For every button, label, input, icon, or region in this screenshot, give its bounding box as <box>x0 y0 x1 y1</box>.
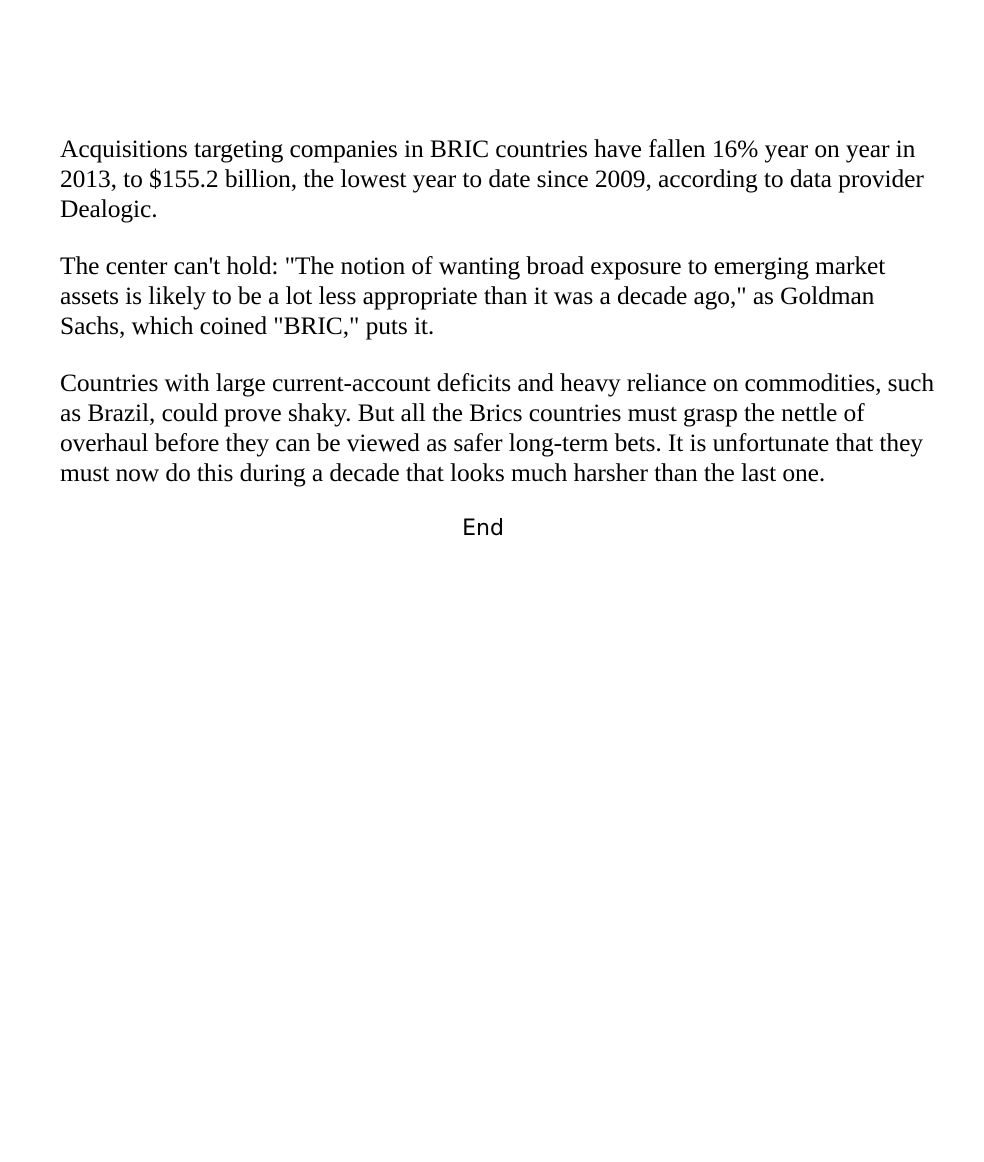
paragraph-center-cant-hold: The center can't hold: "The notion of wanting broad exposure to emerging market assets is likely to be a lot less appropriate than it was a decade ago," as Goldman Sachs, which coined "BRIC," puts it. <box>60 251 886 340</box>
end-marker: End <box>462 516 504 541</box>
paragraph-acquisitions: Acquisitions targeting companies in BRIC countries have fallen 16% year on year in 2013, to $155.2 billion, the lowest year to date since 2009, according to data provider Dealogic. <box>60 134 924 223</box>
paragraph-current-account-deficits: Countries with large current-account deficits and heavy reliance on commodities, such as Brazil, could prove shaky. But all the Brics countries must grasp the nettle of overhaul before they can be viewed as safer long-term bets. It is unfortunate that they must now do this during a decade that looks much harsher than the last one. <box>60 368 935 487</box>
article-body <box>60 134 940 515</box>
